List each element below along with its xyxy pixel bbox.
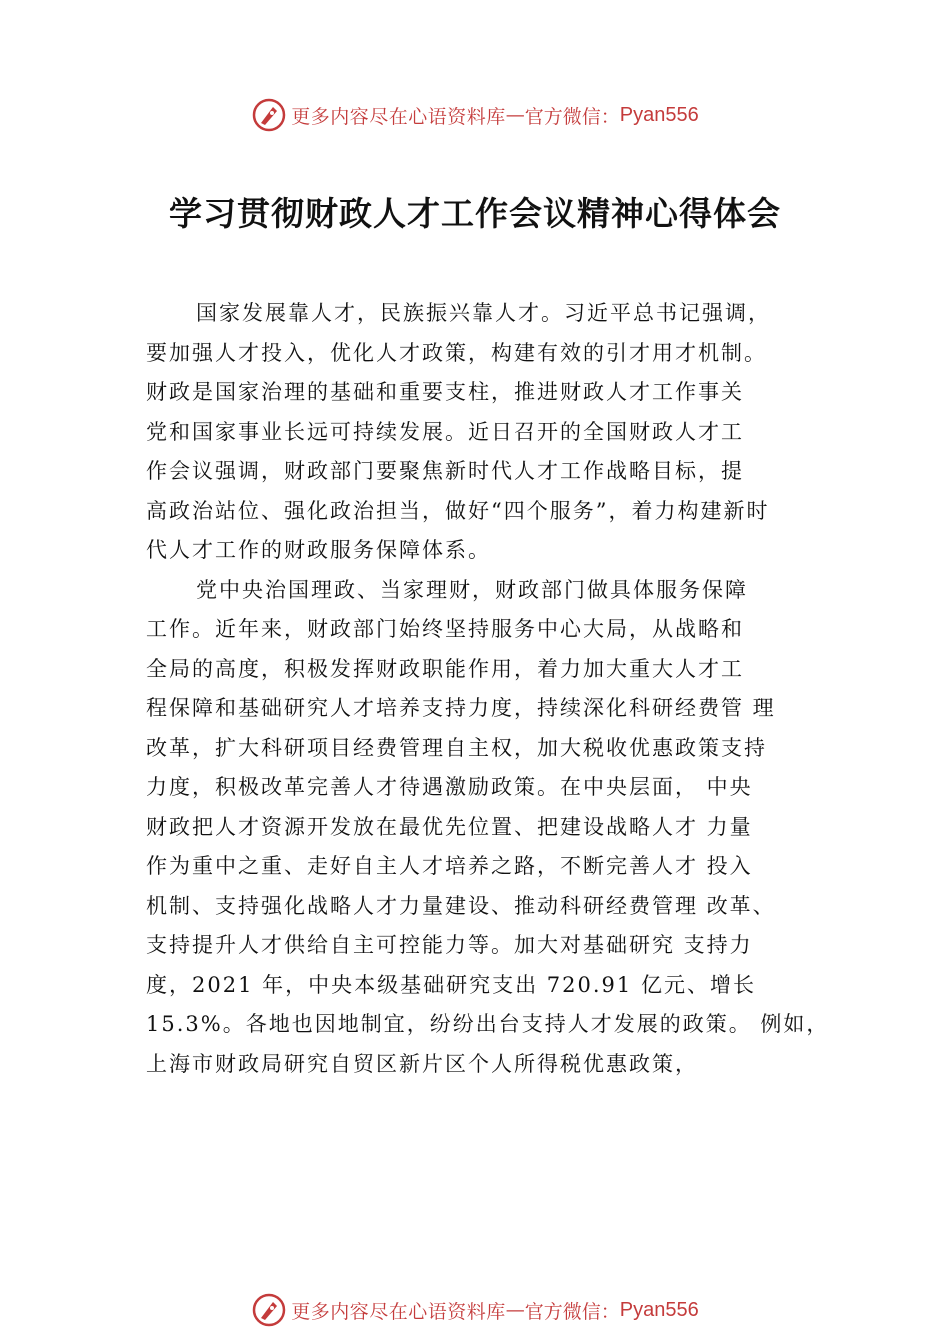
paragraph-line: 工作。近年来，财政部门始终坚持服务中心大局，从战略和 [146,617,744,641]
paragraph-line: 作会议强调，财政部门要聚焦新时代人才工作战略目标，提 [146,459,744,483]
paragraph-line: 党中央治国理政、当家理财，财政部门做具体服务保障 [196,577,748,602]
footer-wechat-label: 官方微信： [524,1300,620,1323]
paragraph-line: 党和国家事业长远可持续发展。近日召开的全国财政人才工 [146,419,744,444]
paragraph-line: 国家发展靠人才，民族振兴靠人才。习近平总书记强调， [196,301,771,325]
paragraph-line: 度，2021 年，中央本级基础研究支出 720.91 亿元、增长 [146,972,756,997]
paragraph-line: 机制、支持强化战略人才力量建设、推动科研经费管理 改革、 [146,893,776,918]
paragraph-line: 作为重中之重、走好自主人才培养之路，不断完善人才 投入 [146,854,753,878]
paragraph [146,571,836,1085]
paragraph-line: 代人才工作的财政服务保障体系。 [146,538,491,562]
pen-nib-circle-icon [251,97,287,133]
header-brand-text: 更多内容尽在心语资料库 [291,105,506,128]
paragraph-line: 支持提升人才供给自主可控能力等。加大对基础研究 支持力 [146,933,753,957]
footer-wechat-id: Pyan556 [619,1298,699,1321]
paragraph-line: 全局的高度，积极发挥财政职能作用，着力加大重大人才工 [146,656,744,681]
paragraph-line: 要加强人才投入，优化人才政策，构建有效的引才用才机制。 [146,340,767,365]
paragraph-line: 高政治站位、强化政治担当，做好“四个服务”，着力构建新时 [146,498,770,523]
pen-nib-circle-icon [251,1292,287,1328]
paragraph-line: 15.3%。各地也因地制宜，纷纷出台支持人才发展的政策。 例如， [146,1012,830,1036]
header-banner [0,95,950,135]
header-separator: — [505,104,525,126]
header-wechat-id: Pyan556 [619,103,699,126]
paragraph-line: 财政把人才资源开发放在最优先位置、把建设战略人才 力量 [146,814,753,839]
document-body [146,294,836,1084]
paragraph-line: 力度，积极改革完善人才待遇激励政策。在中央层面， 中央 [146,775,753,799]
footer-brand-text: 更多内容尽在心语资料库 [291,1300,506,1323]
paragraph-line: 程保障和基础研究人才培养支持力度，持续深化科研经费管 理 [146,696,776,720]
header-wechat-label: 官方微信： [524,105,620,128]
paragraph-line: 财政是国家治理的基础和重要支柱，推进财政人才工作事关 [146,380,744,404]
footer-separator: — [505,1299,525,1321]
paragraph-line: 上海市财政局研究自贸区新片区个人所得税优惠政策， [146,1051,698,1076]
paragraph [146,294,836,571]
paragraph-line: 改革，扩大科研项目经费管理自主权，加大税收优惠政策支持 [146,735,767,760]
document-title: 学习贯彻财政人才工作会议精神心得体会 [169,194,781,233]
footer-banner [0,1290,950,1330]
